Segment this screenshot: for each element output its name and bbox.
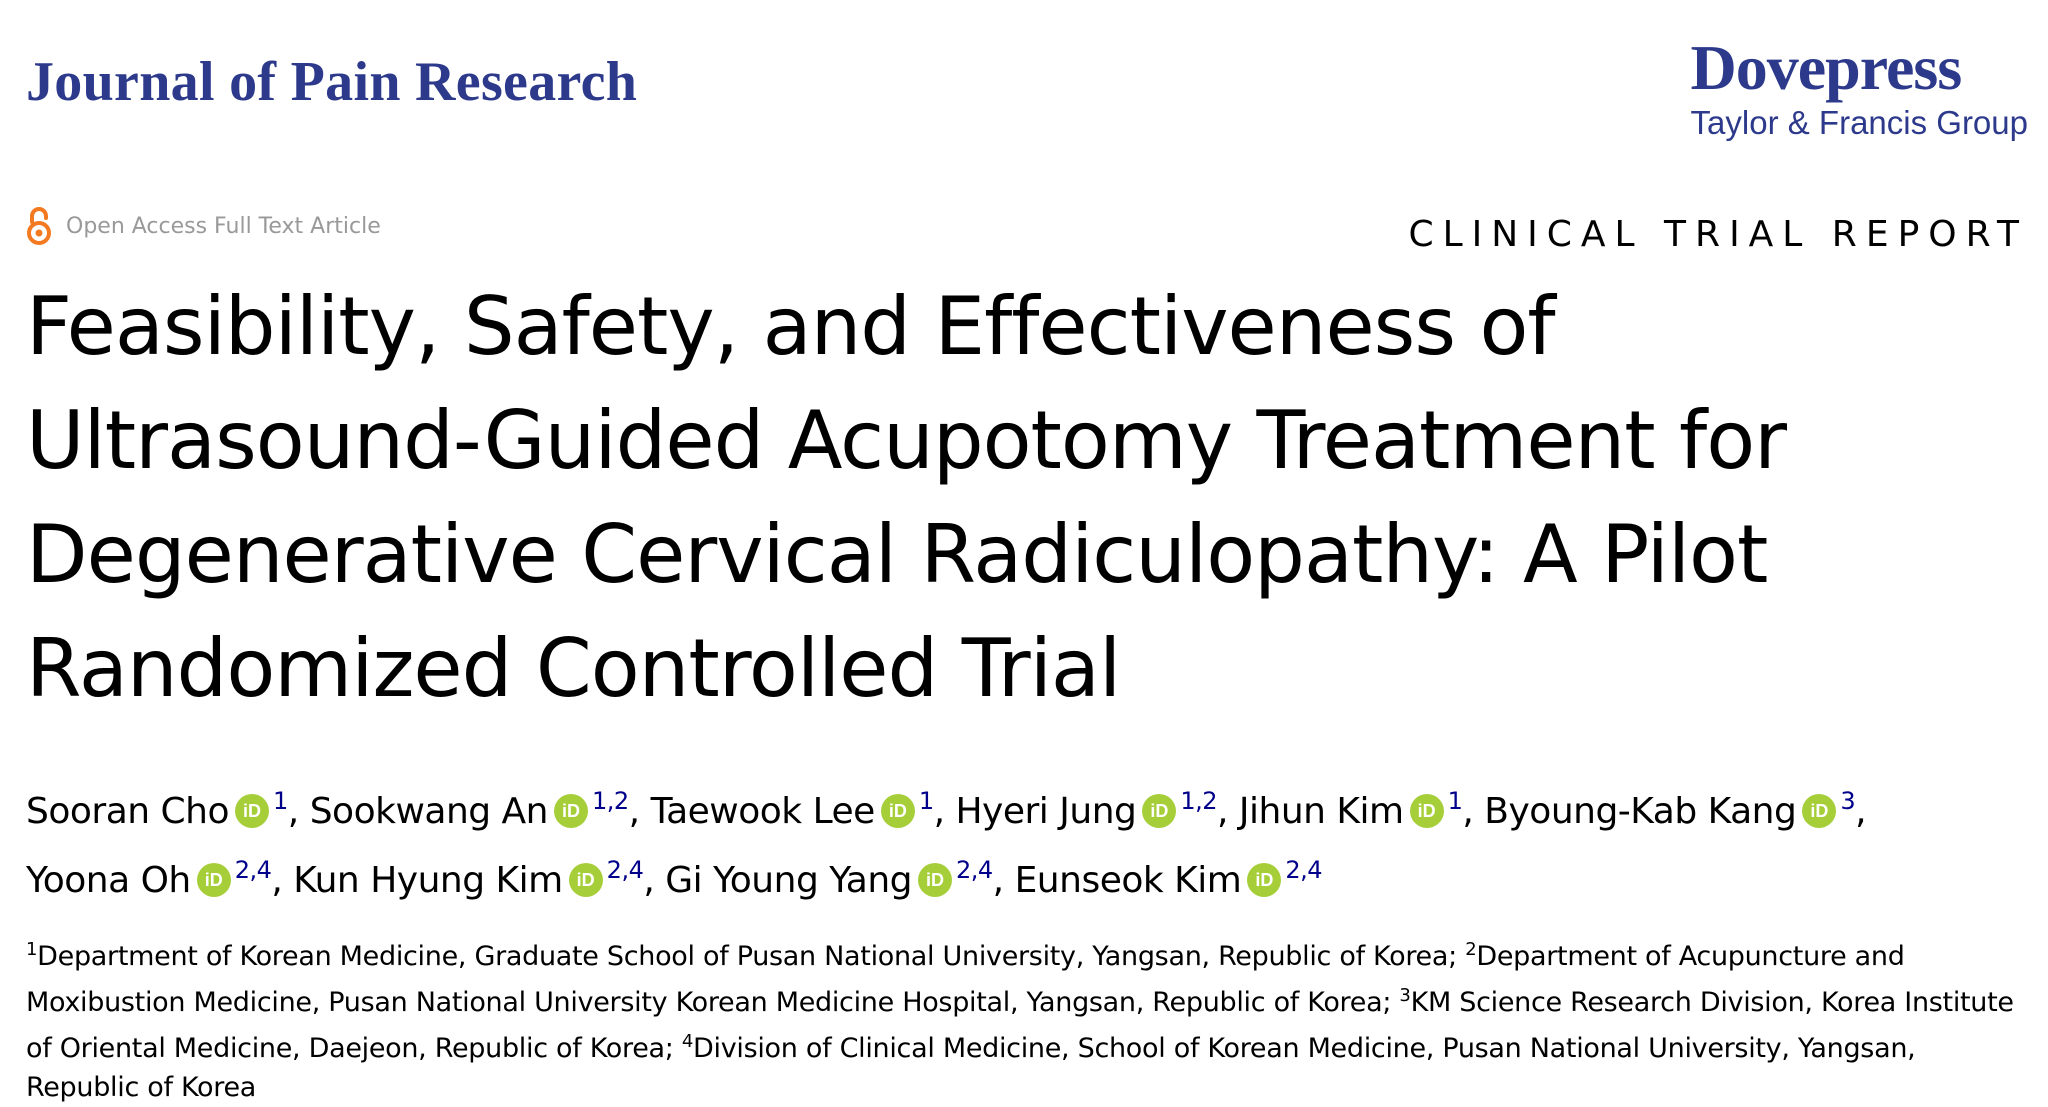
publisher-group: Taylor & Francis Group [1690,104,2028,141]
affiliation-ref[interactable]: 1 [918,787,934,815]
publisher-logo[interactable] [1690,32,2028,142]
orcid-icon[interactable]: iD [881,794,915,828]
author-name[interactable]: Taewook Lee [650,791,875,832]
affiliation-text: Division of Clinical Medicine, School of Korean Medicine, Pusan National University, Yangsan, Republic of Korea [26,1033,1916,1103]
author-name[interactable]: Byoung-Kab Kang [1484,791,1797,832]
orcid-icon[interactable]: iD [1142,794,1176,828]
author[interactable] [309,787,629,832]
orcid-icon[interactable]: iD [918,863,952,897]
author[interactable] [1484,787,1856,832]
affiliation-ref[interactable]: 1,2 [592,787,629,815]
author[interactable] [665,856,993,901]
affiliation-number: 3 [1399,985,1411,1006]
author-name[interactable]: Gi Young Yang [665,860,912,901]
author-name[interactable]: Sooran Cho [26,791,230,832]
affiliation-ref[interactable]: 1 [1447,787,1463,815]
affiliation-text: Department of Acupuncture and Moxibustion Medicine, Pusan National University Korean Medicine Hospital, Yangsan, Republic of Korea; [26,941,1905,1018]
affiliation-ref[interactable]: 1,2 [1180,787,1218,815]
author[interactable] [1014,856,1323,901]
author-name[interactable]: Yoona Oh [26,860,191,901]
author-name[interactable]: Sookwang An [309,791,548,832]
affiliation-ref[interactable]: 2,4 [234,856,272,884]
orcid-icon[interactable]: iD [1410,794,1444,828]
author[interactable] [26,856,272,901]
affiliation-number: 1 [26,939,38,960]
open-access-label [26,206,381,246]
affiliations [26,930,2036,1107]
author[interactable] [293,856,644,901]
title-line: Feasibility, Safety, and Effectiveness of [26,280,1555,373]
affiliation-ref[interactable]: 1 [273,787,288,815]
affiliation-ref[interactable]: 2,4 [956,856,993,884]
article-title [26,270,2006,726]
author[interactable] [650,787,934,832]
author-name[interactable]: Hyeri Jung [955,791,1137,832]
affiliation-ref[interactable]: 2,4 [606,856,644,884]
author-line: Sooran Cho iD $^1$, Sookwang An iD $^{1,2}$, Taewook Lee iD $^1$, Hyeri Jung iD $^{1,2}$, Jihun Kim iD $^1$, Byoung-Kab Kang iD $^3$, [26,787,1867,832]
affiliation-number: 2 [1465,939,1477,960]
article-type: CLINICAL TRIAL REPORT [1408,214,2028,255]
orcid-icon[interactable]: iD [235,794,269,828]
author-name[interactable]: Jihun Kim [1238,791,1404,832]
title-line: Ultrasound-Guided Acupotomy Treatment for [26,394,1787,487]
orcid-icon[interactable]: iD [197,863,231,897]
orcid-icon[interactable]: iD [554,794,588,828]
title-line: Degenerative Cervical Radiculopathy: A Pilot [26,508,1768,601]
open-access-text: Open Access Full Text Article [66,213,381,239]
affiliation-ref[interactable]: 3 [1840,787,1856,815]
affiliation-ref[interactable]: 2,4 [1285,856,1323,884]
author-name[interactable]: Eunseok Kim [1014,860,1242,901]
publisher-name: Dovepress [1690,32,1962,103]
author[interactable] [955,787,1218,832]
title-line: Randomized Controlled Trial [26,622,1121,715]
author[interactable] [1238,787,1463,832]
author-list [26,772,2026,910]
open-access-lock-icon [26,206,52,246]
orcid-icon[interactable]: iD [1802,794,1836,828]
author-name[interactable]: Kun Hyung Kim [293,860,563,901]
affiliation-text: KM Science Research Division, Korea Institute of Oriental Medicine, Daejeon, Republic of Korea; [26,987,2014,1064]
author-line: Yoona Oh iD $^{2,4}$, Kun Hyung Kim iD $^{2,4}$, Gi Young Yang iD $^{2,4}$, Eunseok Kim iD $^{2,4}$ [26,856,1323,901]
orcid-icon[interactable]: iD [569,863,603,897]
affiliation-text: Department of Korean Medicine, Graduate School of Pusan National University, Yangsan, Republic of Korea; [37,941,1466,972]
author[interactable] [26,787,288,832]
affiliation-number: 4 [681,1031,694,1052]
orcid-icon[interactable]: iD [1247,863,1281,897]
journal-title[interactable]: Journal of Pain Research [26,51,638,113]
